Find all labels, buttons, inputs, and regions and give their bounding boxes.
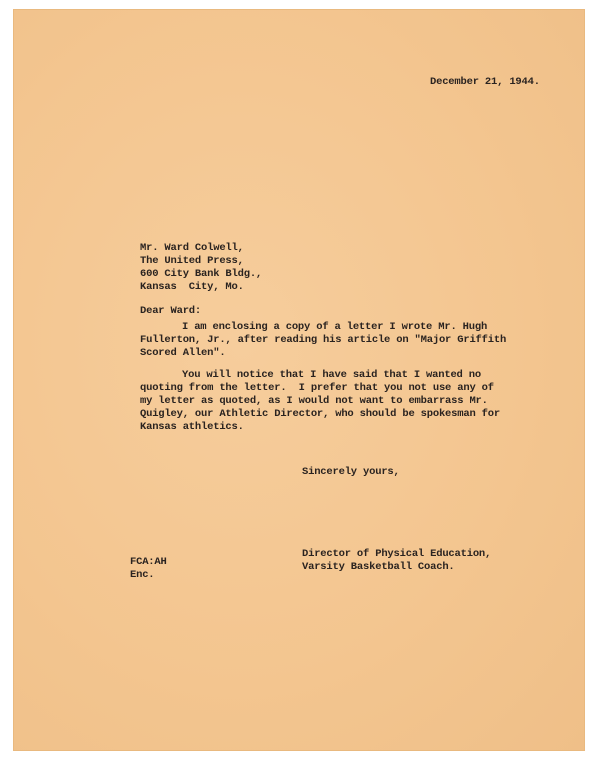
recipient-line: Kansas City, Mo.	[140, 281, 244, 293]
body-line: quoting from the letter. I prefer that you not use any of	[140, 382, 494, 394]
body-line: Quigley, our Athletic Director, who should be spokesman for	[140, 408, 500, 420]
recipient-line: The United Press,	[140, 255, 244, 267]
body-line: Fullerton, Jr., after reading his article on "Major Griffith	[140, 334, 507, 346]
salutation: Dear Ward:	[140, 305, 202, 317]
body-line: Scored Allen".	[140, 347, 226, 359]
body-line: Kansas athletics.	[140, 421, 244, 433]
signature-title-line: Varsity Basketball Coach.	[302, 561, 455, 573]
letter-sheet	[14, 10, 584, 750]
signature-title-line: Director of Physical Education,	[302, 548, 492, 560]
enclosure-note: Enc.	[130, 569, 155, 581]
recipient-line: Mr. Ward Colwell,	[140, 242, 244, 254]
body-line: You will notice that I have said that I wanted no	[182, 369, 481, 381]
body-line: my letter as quoted, as I would not want to embarrass Mr.	[140, 395, 488, 407]
typist-initials: FCA:AH	[130, 556, 167, 568]
recipient-line: 600 City Bank Bldg.,	[140, 268, 263, 280]
letter-date: December 21, 1944.	[430, 76, 540, 88]
body-line: I am enclosing a copy of a letter I wrote Mr. Hugh	[182, 321, 488, 333]
closing: Sincerely yours,	[302, 466, 400, 478]
